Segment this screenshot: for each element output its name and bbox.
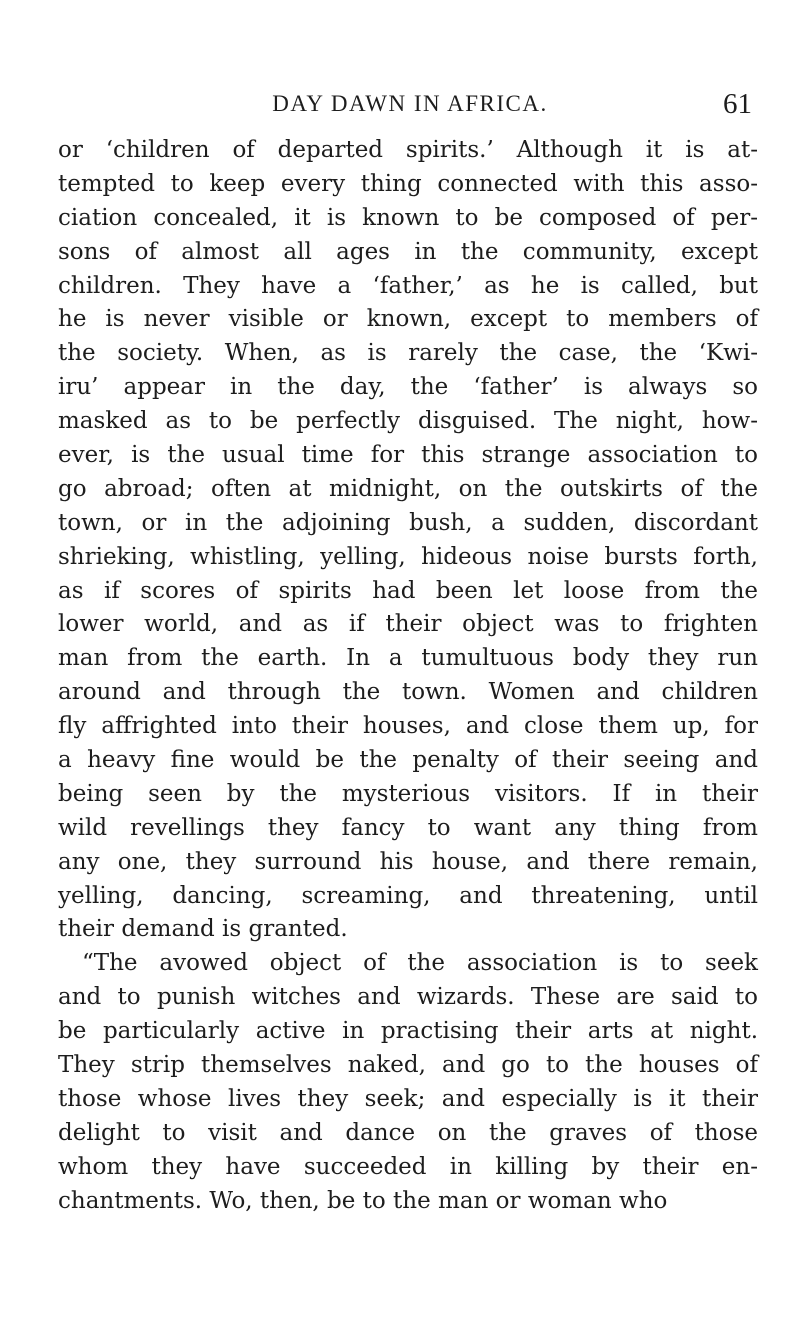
body-text [58,134,758,1219]
text-line: or ‘children of departed spirits.’ Although it is at- [58,137,758,163]
text-line: he is never visible or known, except to members of [58,306,758,333]
text-line: tempted to keep every thing connected with this asso- [58,170,758,197]
text-line: children. They have a ‘father,’ as he is called, but [58,272,758,299]
text-line: ever, is the usual time for this strange association to [58,442,758,469]
text-line: those whose lives they seek; and especially is it their [58,1085,758,1112]
text-line: and to punish witches and wizards. These are said to [58,984,758,1011]
text-line: chantments. Wo, then, be to the man or woman who [58,1187,668,1214]
text-line: go abroad; often at midnight, on the outskirts of the [58,475,758,502]
text-line: shrieking, whistling, yelling, hideous noise bursts forth, [58,543,758,570]
text-line: as if scores of spirits had been let loose from the [58,577,758,604]
text-line: the society. When, as is rarely the case, the ‘Kwi- [58,340,758,367]
text-line: yelling, dancing, screaming, and threatening, until [58,882,758,909]
running-title: DAY DAWN IN AFRICA. [272,91,548,116]
text-line: delight to visit and dance on the graves of those [58,1119,758,1146]
text-line: “The avowed object of the association is to seek [82,950,758,977]
text-line: be particularly active in practising their arts at night. [58,1018,758,1045]
text-line: being seen by the mysterious visitors. If in their [58,780,758,807]
text-line: masked as to be perfectly disguised. The night, how- [58,408,758,435]
text-line: around and through the town. Women and children [58,679,758,706]
text-line: a heavy fine would be the penalty of their seeing and [58,747,758,774]
text-line: sons of almost all ages in the community, except [58,238,758,265]
text-line: ciation concealed, it is known to be composed of per- [58,204,758,231]
text-line: lower world, and as if their object was to frighten [58,611,758,638]
text-line: They strip themselves naked, and go to the houses of [58,1052,758,1079]
text-line: town, or in the adjoining bush, a sudden, discordant [58,509,758,536]
text-line: iru’ appear in the day, the ‘father’ is always so [58,374,758,401]
page-number: 61 [723,88,752,120]
running-head [60,88,760,128]
text-line: their demand is granted. [58,916,348,943]
text-line: fly affrighted into their houses, and close them up, for [58,713,758,740]
text-line: wild revellings they fancy to want any thing from [58,814,758,841]
text-line: any one, they surround his house, and there remain, [58,848,758,875]
text-line: man from the earth. In a tumultuous body they run [58,645,758,672]
text-line: whom they have succeeded in killing by their en- [58,1153,758,1180]
